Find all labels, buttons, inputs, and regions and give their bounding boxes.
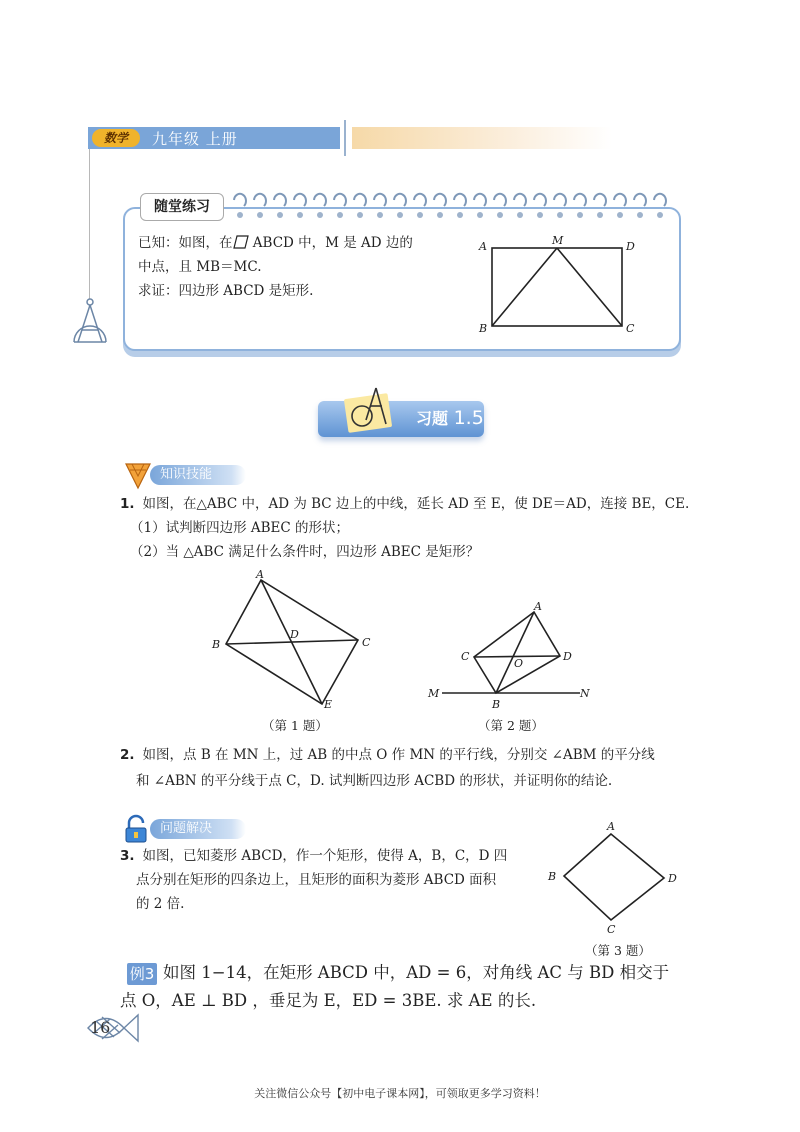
figure-2-caption: （第 2 题） xyxy=(478,718,544,733)
q3-line-3: 的 2 倍. xyxy=(136,896,185,912)
q2-number: 2. xyxy=(120,747,135,763)
fig2-label-C: C xyxy=(461,650,470,663)
header-divider xyxy=(344,120,346,156)
figure-3 xyxy=(544,818,684,936)
lock-icon xyxy=(122,814,150,844)
label-B: B xyxy=(479,322,488,335)
parallelogram-icon xyxy=(233,235,249,249)
knowledge-skills-icon xyxy=(124,460,152,490)
grade-title: 九年级 上册 xyxy=(152,130,238,148)
label-M: M xyxy=(552,234,564,247)
practice-line-1a: 已知：如图，在 xyxy=(138,235,233,251)
figure-1 xyxy=(206,568,376,710)
spiral-binding xyxy=(228,190,668,222)
example-badge: 例3 xyxy=(127,963,157,985)
fig1-label-A: A xyxy=(256,568,264,581)
compass-icon xyxy=(70,296,110,348)
fig3-label-D: D xyxy=(668,872,677,885)
section-banner-problem: 问题解决 xyxy=(150,819,246,839)
exercise-title xyxy=(416,406,484,429)
example-line-1: 如图 1−14，在矩形 ABCD 中，AD = 6，对角线 AC 与 BD 相交于 xyxy=(163,963,670,982)
q2-text-1: 如图，点 B 在 MN 上，过 AB 的中点 O 作 MN 的平行线，分别交 ∠ABM 的平分线 xyxy=(142,747,655,763)
exercise-title-word: 习题 xyxy=(416,409,449,428)
fig2-label-O: O xyxy=(514,657,524,670)
subject-badge: 数学 xyxy=(92,129,140,147)
fig1-label-B: B xyxy=(212,638,221,651)
header-decoration xyxy=(352,127,612,149)
fig2-label-D: D xyxy=(563,650,572,663)
fig2-label-N: N xyxy=(580,687,590,700)
practice-title: 随堂练习 xyxy=(140,193,224,221)
q1-text-1: 如图，在△ABC 中，AD 为 BC 边上的中线，延长 AD 至 E，使 DE＝AD，连接 BE，CE. xyxy=(142,496,690,512)
label-A: A xyxy=(479,240,487,253)
practice-line-2: 中点，且 MB＝MC. xyxy=(138,259,262,275)
label-C: C xyxy=(626,322,635,335)
fig2-label-A: A xyxy=(534,600,542,613)
example-line-2: 点 O，AE ⊥ BD ，垂足为 E，ED = 3BE. 求 AE 的长. xyxy=(120,991,537,1010)
q1-line-2: （1）试判断四边形 ABEC 的形状； xyxy=(130,520,350,536)
q2-line-2: 和 ∠ABN 的平分线于点 C，D. 试判断四边形 ACBD 的形状，并证明你的结论. xyxy=(136,773,613,789)
q3-text-1: 如图，已知菱形 ABCD，作一个矩形，使得 A，B，C，D 四 xyxy=(142,848,508,864)
figure-3-caption: （第 3 题） xyxy=(585,943,651,958)
q3-number: 3. xyxy=(120,848,135,864)
fig3-label-B: B xyxy=(548,870,557,883)
q3-line-2: 点分别在矩形的四条边上，且矩形的面积为菱形 ABCD 面积 xyxy=(136,872,497,888)
practice-line-1b: ABCD 中，M 是 AD 边的 xyxy=(248,235,413,251)
fig2-label-M: M xyxy=(428,687,440,700)
practice-rectangle-figure xyxy=(476,232,646,338)
fig1-label-D: D xyxy=(290,628,299,641)
fig3-label-C: C xyxy=(607,923,616,936)
q3-line-1 xyxy=(120,845,507,867)
footer-note: 关注微信公众号【初中电子课本网】，可领取更多学习资料！ xyxy=(254,1087,546,1100)
q1-line-3: （2）当 △ABC 满足什么条件时，四边形 ABEC 是矩形？ xyxy=(130,544,480,560)
exercise-title-number: 1.5 xyxy=(453,407,484,429)
q2-line-1 xyxy=(120,744,655,766)
practice-line-3: 求证：四边形 ABCD 是矩形. xyxy=(138,283,314,299)
figure-1-caption: （第 1 题） xyxy=(262,718,328,733)
figure-2 xyxy=(424,600,594,712)
q1-line-1 xyxy=(120,493,689,515)
section-banner-skills: 知识技能 xyxy=(150,465,246,485)
practice-line-1 xyxy=(138,232,413,254)
q1-number: 1. xyxy=(120,496,135,512)
label-D: D xyxy=(626,240,635,253)
fig2-label-B: B xyxy=(492,698,501,711)
fig1-label-C: C xyxy=(362,636,371,649)
fig1-label-E: E xyxy=(324,698,333,710)
margin-rule xyxy=(89,149,90,299)
page-number: 16 xyxy=(90,1018,111,1037)
drafting-compass-icon xyxy=(346,384,392,434)
fig3-label-A: A xyxy=(607,820,615,833)
